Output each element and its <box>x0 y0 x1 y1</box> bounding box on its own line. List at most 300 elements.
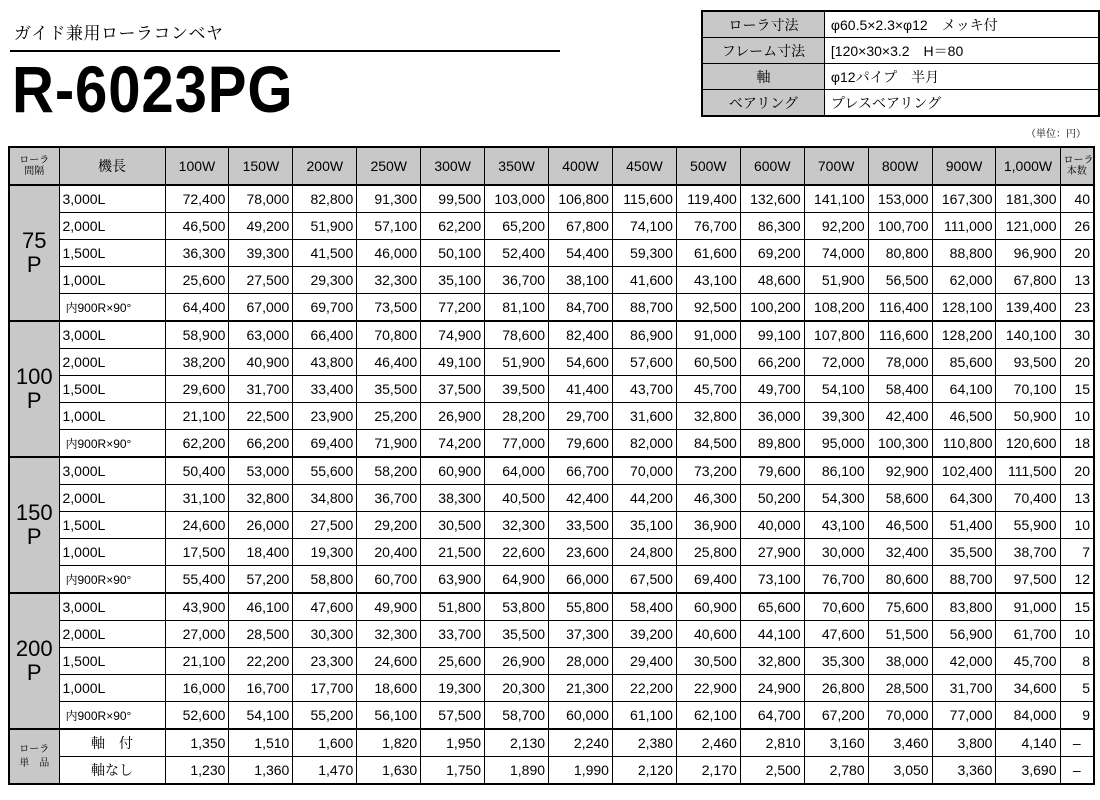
price-cell: 22,600 <box>485 539 549 566</box>
length-cell: 内900R×90° <box>59 430 165 458</box>
price-cell: 120,600 <box>996 430 1060 458</box>
price-cell: 96,900 <box>996 240 1060 267</box>
price-cell: 49,200 <box>229 213 293 240</box>
unit-note: （単位：円） <box>1026 129 1086 140</box>
price-cell: 62,200 <box>165 430 229 458</box>
price-cell: 29,600 <box>165 376 229 403</box>
length-cell: 1,500L <box>59 648 165 675</box>
price-cell: 70,600 <box>804 593 868 621</box>
price-cell: 42,400 <box>868 403 932 430</box>
price-cell: 2,240 <box>549 729 613 757</box>
price-cell: 55,400 <box>165 566 229 594</box>
price-cell: 51,500 <box>868 621 932 648</box>
price-cell: 3,360 <box>932 757 996 785</box>
roller-count-cell: 13 <box>1060 267 1094 294</box>
price-cell: 99,500 <box>421 185 485 213</box>
price-cell: 51,400 <box>932 512 996 539</box>
group-label <box>9 593 59 729</box>
price-cell: 32,300 <box>357 621 421 648</box>
roller-count-cell: 40 <box>1060 185 1094 213</box>
price-cell: 35,300 <box>804 648 868 675</box>
price-cell: 39,500 <box>485 376 549 403</box>
price-cell: 35,500 <box>485 621 549 648</box>
group-label <box>9 321 59 457</box>
price-cell: 33,400 <box>293 376 357 403</box>
price-cell: 76,700 <box>676 213 740 240</box>
price-cell: 121,000 <box>996 213 1060 240</box>
price-cell: 19,300 <box>421 675 485 702</box>
price-cell: 95,000 <box>804 430 868 458</box>
price-cell: 43,700 <box>612 376 676 403</box>
price-cell: 34,800 <box>293 485 357 512</box>
price-cell: 74,000 <box>804 240 868 267</box>
price-cell: 63,000 <box>229 321 293 349</box>
price-cell: 59,300 <box>612 240 676 267</box>
price-cell: 1,990 <box>549 757 613 785</box>
price-cell: 16,000 <box>165 675 229 702</box>
price-cell: 23,600 <box>549 539 613 566</box>
price-cell: 55,200 <box>293 702 357 730</box>
price-cell: 40,500 <box>485 485 549 512</box>
price-cell: 24,800 <box>612 539 676 566</box>
price-cell: 51,900 <box>293 213 357 240</box>
price-cell: 28,500 <box>229 621 293 648</box>
roller-count-cell: – <box>1060 729 1094 757</box>
header-width: 200W <box>293 147 357 185</box>
price-cell: 22,200 <box>229 648 293 675</box>
group-label-line: 単 品 <box>19 757 50 769</box>
price-cell: 92,900 <box>868 457 932 485</box>
price-cell: 78,600 <box>485 321 549 349</box>
product-code: R-6023PG <box>12 52 294 126</box>
spec-label: ベアリング <box>702 90 824 117</box>
header-width: 400W <box>549 147 613 185</box>
price-cell: 62,200 <box>421 213 485 240</box>
price-cell: 30,300 <box>293 621 357 648</box>
price-cell: 119,400 <box>676 185 740 213</box>
price-cell: 49,700 <box>740 376 804 403</box>
price-cell: 27,900 <box>740 539 804 566</box>
price-cell: 1,820 <box>357 729 421 757</box>
price-cell: 70,400 <box>996 485 1060 512</box>
price-cell: 67,800 <box>996 267 1060 294</box>
price-cell: 22,900 <box>676 675 740 702</box>
price-cell: 18,400 <box>229 539 293 566</box>
price-cell: 20,400 <box>357 539 421 566</box>
price-cell: 22,500 <box>229 403 293 430</box>
price-cell: 58,700 <box>485 702 549 730</box>
price-cell: 65,200 <box>485 213 549 240</box>
length-cell: 軸なし <box>59 757 165 785</box>
price-cell: 55,600 <box>293 457 357 485</box>
price-cell: 41,400 <box>549 376 613 403</box>
price-cell: 41,600 <box>612 267 676 294</box>
price-cell: 46,500 <box>932 403 996 430</box>
price-cell: 58,800 <box>293 566 357 594</box>
price-cell: 56,900 <box>932 621 996 648</box>
price-cell: 2,810 <box>740 729 804 757</box>
price-cell: 78,000 <box>229 185 293 213</box>
spec-row <box>702 38 1099 64</box>
header-width: 300W <box>421 147 485 185</box>
price-cell: 1,470 <box>293 757 357 785</box>
table-row <box>9 512 1094 539</box>
price-cell: 84,000 <box>996 702 1060 730</box>
price-cell: 29,400 <box>612 648 676 675</box>
header-roller-pitch-line: ローラ <box>19 155 50 166</box>
price-cell: 49,100 <box>421 349 485 376</box>
price-cell: 108,200 <box>804 294 868 322</box>
group-label-line: 75 <box>22 228 47 253</box>
price-cell: 32,800 <box>740 648 804 675</box>
table-group <box>9 321 1094 457</box>
price-cell: 44,100 <box>740 621 804 648</box>
price-cell: 23,900 <box>293 403 357 430</box>
spec-value: プレスベアリング <box>824 90 1099 117</box>
price-cell: 91,000 <box>996 593 1060 621</box>
price-cell: 92,200 <box>804 213 868 240</box>
price-cell: 67,800 <box>549 213 613 240</box>
roller-count-cell: 8 <box>1060 648 1094 675</box>
price-cell: 2,380 <box>612 729 676 757</box>
price-cell: 35,500 <box>357 376 421 403</box>
roller-count-cell: 20 <box>1060 349 1094 376</box>
roller-count-cell: – <box>1060 757 1094 785</box>
price-cell: 57,600 <box>612 349 676 376</box>
price-cell: 51,800 <box>421 593 485 621</box>
table-row <box>9 185 1094 213</box>
price-cell: 55,900 <box>996 512 1060 539</box>
header-width: 100W <box>165 147 229 185</box>
roller-count-cell: 10 <box>1060 403 1094 430</box>
price-cell: 46,300 <box>676 485 740 512</box>
price-cell: 2,500 <box>740 757 804 785</box>
price-cell: 17,500 <box>165 539 229 566</box>
table-row <box>9 403 1094 430</box>
header-roller-count-line: ローラ <box>1063 155 1094 166</box>
header-roller-pitch <box>9 147 59 185</box>
price-cell: 61,700 <box>996 621 1060 648</box>
price-cell: 103,000 <box>485 185 549 213</box>
table-row <box>9 213 1094 240</box>
spec-value: φ12パイプ 半月 <box>824 64 1099 90</box>
price-cell: 181,300 <box>996 185 1060 213</box>
price-cell: 58,400 <box>612 593 676 621</box>
price-cell: 58,200 <box>357 457 421 485</box>
price-cell: 28,500 <box>868 675 932 702</box>
roller-count-cell: 18 <box>1060 430 1094 458</box>
price-cell: 93,500 <box>996 349 1060 376</box>
price-cell: 76,700 <box>804 566 868 594</box>
table-row <box>9 376 1094 403</box>
price-cell: 97,500 <box>996 566 1060 594</box>
price-cell: 77,000 <box>932 702 996 730</box>
price-cell: 50,200 <box>740 485 804 512</box>
price-cell: 89,800 <box>740 430 804 458</box>
price-cell: 25,800 <box>676 539 740 566</box>
price-cell: 24,600 <box>165 512 229 539</box>
price-cell: 70,100 <box>996 376 1060 403</box>
price-cell: 80,800 <box>868 240 932 267</box>
price-cell: 42,400 <box>549 485 613 512</box>
price-cell: 36,000 <box>740 403 804 430</box>
price-cell: 106,800 <box>549 185 613 213</box>
price-cell: 83,800 <box>932 593 996 621</box>
price-cell: 99,100 <box>740 321 804 349</box>
price-cell: 57,200 <box>229 566 293 594</box>
price-cell: 24,600 <box>357 648 421 675</box>
price-cell: 167,300 <box>932 185 996 213</box>
price-cell: 73,200 <box>676 457 740 485</box>
price-cell: 32,300 <box>357 267 421 294</box>
spec-row <box>702 90 1099 117</box>
price-cell: 43,100 <box>804 512 868 539</box>
table-row <box>9 457 1094 485</box>
price-cell: 1,350 <box>165 729 229 757</box>
price-cell: 71,900 <box>357 430 421 458</box>
price-cell: 58,400 <box>868 376 932 403</box>
price-cell: 69,400 <box>293 430 357 458</box>
table-group <box>9 593 1094 729</box>
price-cell: 100,200 <box>740 294 804 322</box>
table-group <box>9 457 1094 593</box>
price-cell: 116,400 <box>868 294 932 322</box>
price-cell: 54,100 <box>229 702 293 730</box>
price-cell: 60,500 <box>676 349 740 376</box>
header-width: 900W <box>932 147 996 185</box>
table-row <box>9 349 1094 376</box>
price-cell: 79,600 <box>549 430 613 458</box>
price-cell: 28,000 <box>549 648 613 675</box>
price-cell: 70,000 <box>612 457 676 485</box>
price-cell: 33,700 <box>421 621 485 648</box>
price-cell: 61,100 <box>612 702 676 730</box>
price-cell: 48,600 <box>740 267 804 294</box>
price-cell: 44,200 <box>612 485 676 512</box>
price-cell: 60,000 <box>549 702 613 730</box>
price-cell: 54,100 <box>804 376 868 403</box>
price-cell: 86,300 <box>740 213 804 240</box>
length-cell: 1,000L <box>59 675 165 702</box>
group-label <box>9 457 59 593</box>
header-width: 500W <box>676 147 740 185</box>
header-width: 1,000W <box>996 147 1060 185</box>
price-cell: 1,230 <box>165 757 229 785</box>
price-cell: 91,300 <box>357 185 421 213</box>
price-cell: 47,600 <box>804 621 868 648</box>
group-label-line: P <box>26 388 42 413</box>
table-row <box>9 539 1094 566</box>
price-cell: 111,500 <box>996 457 1060 485</box>
price-cell: 39,300 <box>229 240 293 267</box>
price-cell: 86,100 <box>804 457 868 485</box>
price-cell: 38,300 <box>421 485 485 512</box>
roller-count-cell: 7 <box>1060 539 1094 566</box>
price-cell: 25,600 <box>421 648 485 675</box>
price-cell: 2,170 <box>676 757 740 785</box>
spec-value: φ60.5×2.3×φ12 メッキ付 <box>824 11 1099 38</box>
price-cell: 46,500 <box>868 512 932 539</box>
price-cell: 66,200 <box>229 430 293 458</box>
length-cell: 1,000L <box>59 539 165 566</box>
price-cell: 30,000 <box>804 539 868 566</box>
group-label-line: P <box>26 252 42 277</box>
price-cell: 60,900 <box>421 457 485 485</box>
price-cell: 56,100 <box>357 702 421 730</box>
length-cell: 2,000L <box>59 349 165 376</box>
price-cell: 25,200 <box>357 403 421 430</box>
header-width: 700W <box>804 147 868 185</box>
price-cell: 73,100 <box>740 566 804 594</box>
group-label-line: 100 <box>15 364 53 389</box>
price-cell: 53,000 <box>229 457 293 485</box>
table-row <box>9 702 1094 730</box>
header-width: 800W <box>868 147 932 185</box>
length-cell: 2,000L <box>59 621 165 648</box>
table-row <box>9 267 1094 294</box>
price-cell: 36,900 <box>676 512 740 539</box>
price-cell: 16,700 <box>229 675 293 702</box>
price-cell: 3,050 <box>868 757 932 785</box>
price-cell: 32,300 <box>485 512 549 539</box>
length-cell: 1,500L <box>59 376 165 403</box>
price-cell: 140,100 <box>996 321 1060 349</box>
price-cell: 66,000 <box>549 566 613 594</box>
price-cell: 66,700 <box>549 457 613 485</box>
price-cell: 116,600 <box>868 321 932 349</box>
price-cell: 82,400 <box>549 321 613 349</box>
length-cell: 2,000L <box>59 213 165 240</box>
price-cell: 47,600 <box>293 593 357 621</box>
price-cell: 37,300 <box>549 621 613 648</box>
price-cell: 38,700 <box>996 539 1060 566</box>
price-cell: 67,500 <box>612 566 676 594</box>
header-width: 450W <box>612 147 676 185</box>
price-cell: 21,500 <box>421 539 485 566</box>
price-cell: 66,200 <box>740 349 804 376</box>
price-cell: 19,300 <box>293 539 357 566</box>
price-cell: 62,000 <box>932 267 996 294</box>
roller-count-cell: 20 <box>1060 240 1094 267</box>
price-cell: 35,100 <box>421 267 485 294</box>
price-cell: 100,300 <box>868 430 932 458</box>
price-cell: 132,600 <box>740 185 804 213</box>
length-cell: 2,000L <box>59 485 165 512</box>
price-cell: 4,140 <box>996 729 1060 757</box>
price-cell: 73,500 <box>357 294 421 322</box>
length-cell: 1,000L <box>59 267 165 294</box>
group-label-line: P <box>26 660 42 685</box>
price-cell: 72,400 <box>165 185 229 213</box>
price-cell: 50,900 <box>996 403 1060 430</box>
price-cell: 27,000 <box>165 621 229 648</box>
price-cell: 29,200 <box>357 512 421 539</box>
length-cell: 1,500L <box>59 512 165 539</box>
price-cell: 111,000 <box>932 213 996 240</box>
price-cell: 50,400 <box>165 457 229 485</box>
price-cell: 92,500 <box>676 294 740 322</box>
price-cell: 70,000 <box>868 702 932 730</box>
price-cell: 107,800 <box>804 321 868 349</box>
price-cell: 84,500 <box>676 430 740 458</box>
price-cell: 32,400 <box>868 539 932 566</box>
price-cell: 30,500 <box>421 512 485 539</box>
table-group <box>9 185 1094 321</box>
price-cell: 58,900 <box>165 321 229 349</box>
price-cell: 110,800 <box>932 430 996 458</box>
price-cell: 1,750 <box>421 757 485 785</box>
group-label-line: 200 <box>15 636 53 661</box>
price-cell: 21,100 <box>165 403 229 430</box>
price-cell: 32,800 <box>229 485 293 512</box>
spec-row <box>702 11 1099 38</box>
price-cell: 26,900 <box>485 648 549 675</box>
price-cell: 60,700 <box>357 566 421 594</box>
price-cell: 37,500 <box>421 376 485 403</box>
price-cell: 65,600 <box>740 593 804 621</box>
price-cell: 141,100 <box>804 185 868 213</box>
price-cell: 29,700 <box>549 403 613 430</box>
spec-table <box>701 10 1100 117</box>
price-cell: 2,780 <box>804 757 868 785</box>
price-cell: 64,400 <box>165 294 229 322</box>
price-cell: 1,600 <box>293 729 357 757</box>
price-cell: 38,200 <box>165 349 229 376</box>
price-cell: 82,800 <box>293 185 357 213</box>
table-row <box>9 240 1094 267</box>
price-cell: 81,100 <box>485 294 549 322</box>
spec-label: 軸 <box>702 64 824 90</box>
price-cell: 57,100 <box>357 213 421 240</box>
length-cell: 3,000L <box>59 457 165 485</box>
spec-row <box>702 64 1099 90</box>
length-cell: 3,000L <box>59 321 165 349</box>
length-cell: 内900R×90° <box>59 702 165 730</box>
price-cell: 36,700 <box>485 267 549 294</box>
price-cell: 46,100 <box>229 593 293 621</box>
price-cell: 72,000 <box>804 349 868 376</box>
price-cell: 63,900 <box>421 566 485 594</box>
roller-count-cell: 15 <box>1060 376 1094 403</box>
price-cell: 3,160 <box>804 729 868 757</box>
price-cell: 39,200 <box>612 621 676 648</box>
group-label <box>9 729 59 784</box>
header-width: 250W <box>357 147 421 185</box>
table-row <box>9 621 1094 648</box>
table-group <box>9 729 1094 784</box>
price-cell: 54,600 <box>549 349 613 376</box>
price-cell: 70,800 <box>357 321 421 349</box>
price-table <box>8 146 1095 785</box>
price-cell: 26,900 <box>421 403 485 430</box>
price-cell: 43,800 <box>293 349 357 376</box>
price-cell: 80,600 <box>868 566 932 594</box>
price-cell: 25,600 <box>165 267 229 294</box>
price-cell: 100,700 <box>868 213 932 240</box>
price-cell: 57,500 <box>421 702 485 730</box>
price-cell: 51,900 <box>485 349 549 376</box>
length-cell: 3,000L <box>59 593 165 621</box>
price-cell: 64,700 <box>740 702 804 730</box>
price-cell: 38,000 <box>868 648 932 675</box>
price-cell: 115,600 <box>612 185 676 213</box>
price-cell: 2,460 <box>676 729 740 757</box>
price-cell: 41,500 <box>293 240 357 267</box>
price-cell: 67,200 <box>804 702 868 730</box>
length-cell: 3,000L <box>59 185 165 213</box>
price-cell: 3,690 <box>996 757 1060 785</box>
price-cell: 33,500 <box>549 512 613 539</box>
